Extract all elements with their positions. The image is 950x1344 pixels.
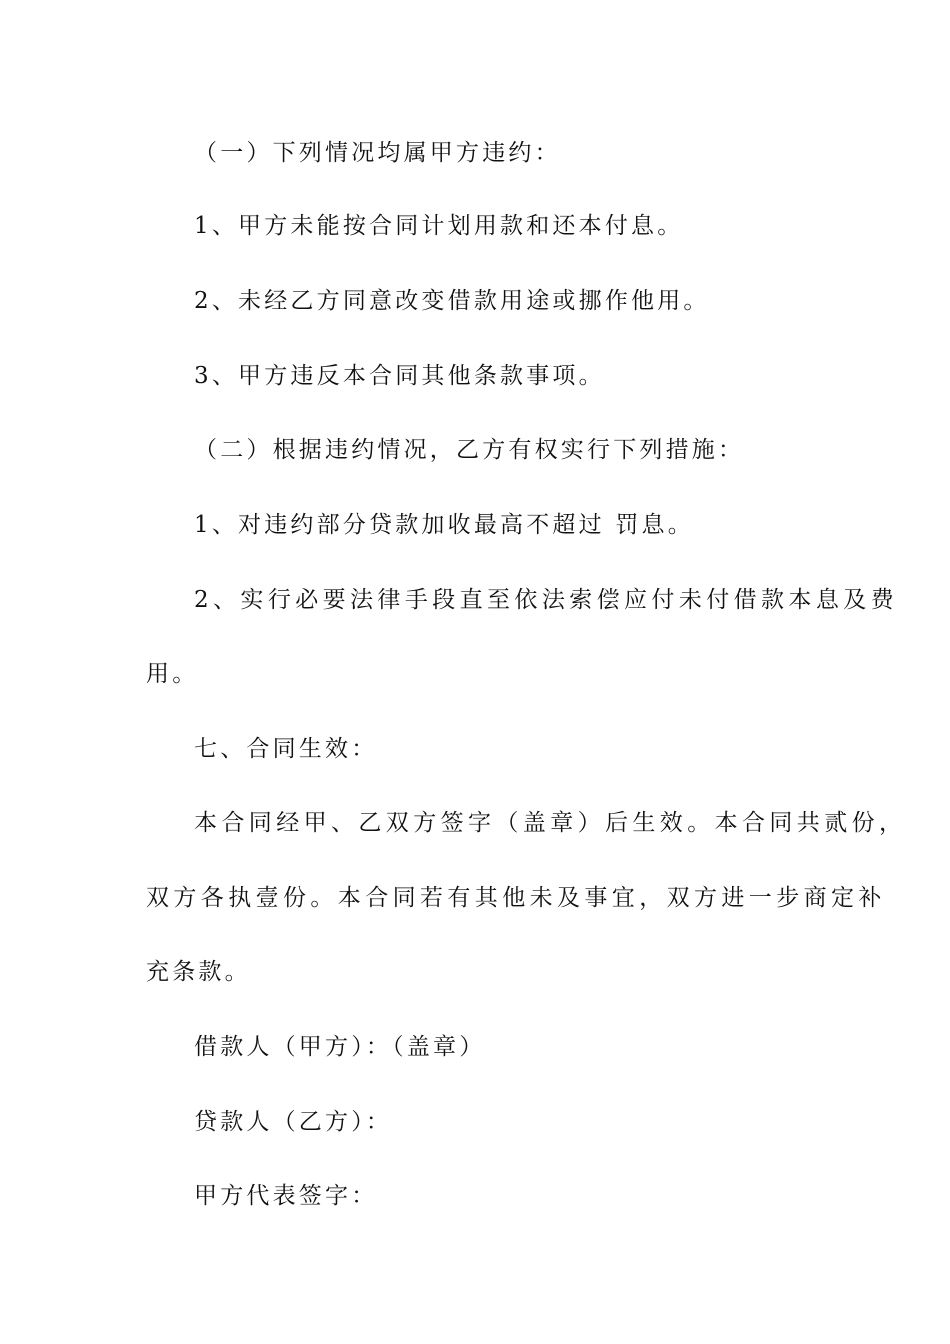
borrower-signature-line: 借款人（甲方）：（盖章）: [194, 1034, 486, 1060]
party-a-representative-signature-line: 甲方代表签字：: [194, 1183, 378, 1209]
breach-item-3: 3、甲方违反本合同其他条款事项。: [194, 363, 605, 389]
effectiveness-heading: 七、合同生效：: [194, 736, 378, 762]
breach-item-2: 2、未经乙方同意改变借款用途或挪作他用。: [194, 288, 710, 314]
effectiveness-paragraph-line-2: 双方各执壹份。本合同若有其他未及事宜，双方进一步商定补: [146, 885, 886, 911]
remedies-section-heading: （二）根据违约情况，乙方有权实行下列措施：: [194, 437, 745, 463]
remedy-item-1: 1、对违约部分贷款加收最高不超过 罚息。: [194, 512, 694, 538]
breach-item-1: 1、甲方未能按合同计划用款和还本付息。: [194, 213, 684, 239]
remedy-item-2: 2、实行必要法律手段直至依法索偿应付未付借款本息及费: [194, 587, 899, 613]
remedy-item-2-continued: 用。: [146, 661, 199, 687]
lender-signature-line: 贷款人（乙方）：: [194, 1109, 393, 1135]
breach-section-heading: （一）下列情况均属甲方违约：: [194, 140, 561, 166]
effectiveness-paragraph-line-3: 充条款。: [146, 959, 251, 985]
effectiveness-paragraph-line-1: 本合同经甲、乙双方签字（盖章）后生效。本合同共贰份，: [194, 810, 907, 836]
